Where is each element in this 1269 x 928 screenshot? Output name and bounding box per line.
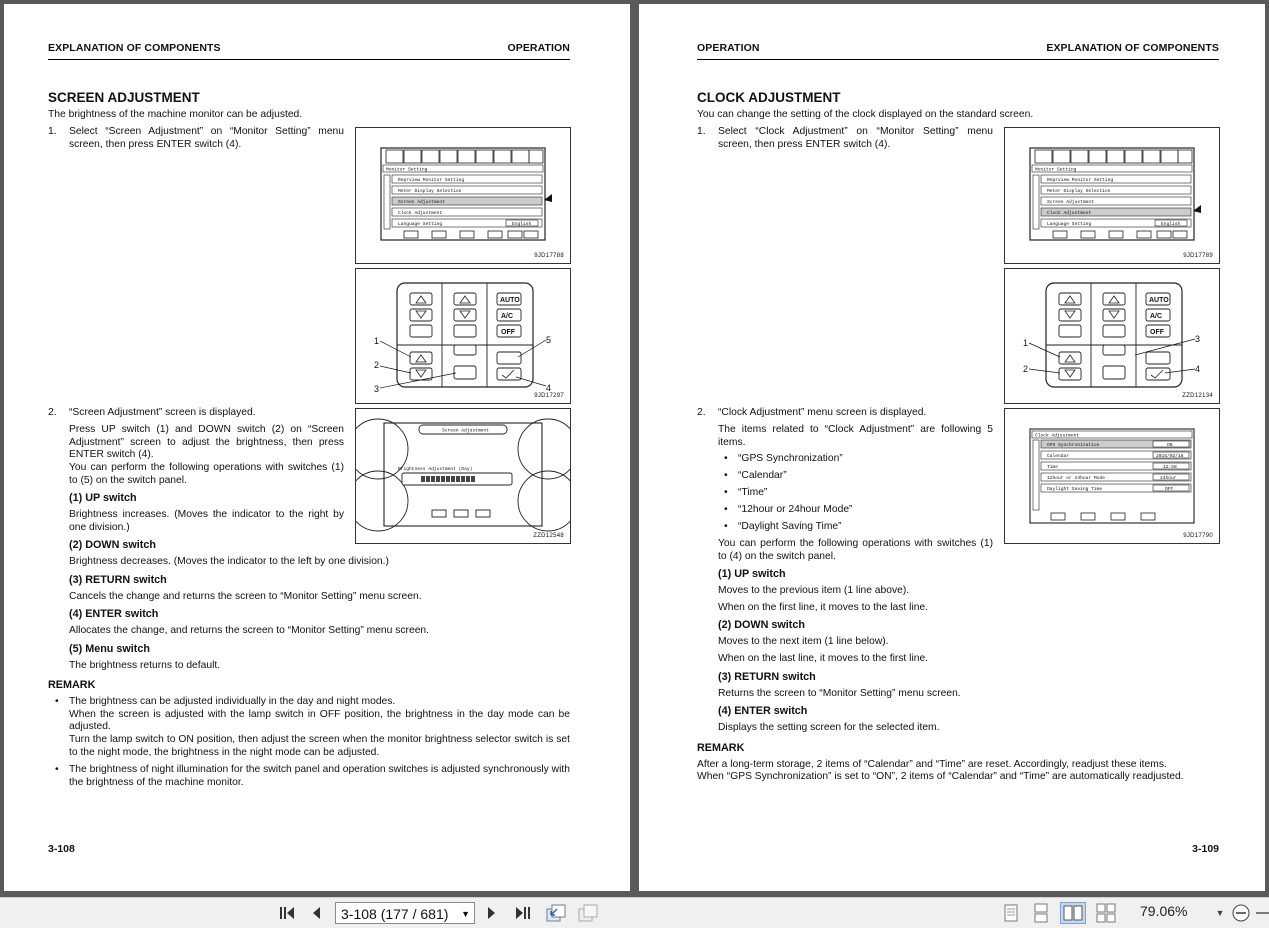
fig-menu-item: Screen Adjustment <box>398 200 445 205</box>
switch-description: When on the first line, it moves to the last line. <box>718 602 929 613</box>
svg-text:OFF: OFF <box>501 329 515 336</box>
section-title: SCREEN ADJUSTMENT <box>48 90 200 105</box>
figure-monitor-setting-menu <box>355 127 571 264</box>
svg-text:OFF: OFF <box>1150 329 1164 336</box>
two-page-continuous-view-icon[interactable] <box>1094 902 1118 924</box>
figure-code: 9JD17789 <box>1183 253 1213 259</box>
switch-description: When on the last line, it moves to the first line. <box>718 653 929 664</box>
list-item-text: “Time” <box>738 487 768 498</box>
list-item-text: “Calendar” <box>738 470 787 481</box>
page-number-field: 3-108 (177 / 681) <box>341 906 449 922</box>
header-rule <box>48 59 570 60</box>
step-number: 2. <box>697 407 706 418</box>
page-left <box>4 4 630 891</box>
step-title: “Clock Adjustment” menu screen is displayed. <box>718 407 927 418</box>
switch-heading: (2) DOWN switch <box>718 619 805 631</box>
figure-code: 9JD17790 <box>1183 533 1213 539</box>
remark-heading: REMARK <box>48 679 96 691</box>
remark-line: After a long-term storage, 2 items of “Calendar” and “Time” are reset. Accordingly, readjust these items. <box>697 759 1167 770</box>
switch-description: The brightness returns to default. <box>69 660 221 671</box>
page-right <box>639 4 1265 891</box>
zoom-level[interactable]: 79.06% <box>1140 903 1188 919</box>
fig-clock-row-label: Calendar <box>1047 454 1070 459</box>
figure-switch-panel <box>355 268 571 404</box>
remark-line: When “GPS Synchronization” is set to “ON”, 2 items of “Calendar” and “Time” are automatically readjusted. <box>697 771 1184 782</box>
fig-menu-item: Clock Adjustment <box>1047 211 1092 216</box>
callout-label: 1 <box>1023 338 1029 348</box>
switch-description: Returns the screen to “Monitor Setting” menu screen. <box>718 688 961 699</box>
fig-menu-language: English <box>1161 222 1181 227</box>
callout-label: 1 <box>374 336 380 346</box>
fig-menu-item: Language Setting <box>1047 222 1092 227</box>
running-header-right: OPERATION <box>507 42 570 54</box>
switch-heading: (1) UP switch <box>718 568 786 580</box>
list-item-text: “Daylight Saving Time” <box>738 521 842 532</box>
remark-item: • The brightness can be adjusted individually in the day and night modes. When the screen is adjusted with the lamp switch in OFF position, the brightness in the day mode can be adjusted. Turn the lamp switch to ON position, then adjust the screen when the monitor brightness selector switch is set to the night mode, the brightness in the night mode can be adjusted. <box>55 696 570 758</box>
fig-menu-item: Meter Display Selection <box>398 189 462 194</box>
step-number: 1. <box>697 126 706 137</box>
figure-code: 9JD17788 <box>534 253 564 259</box>
zoom-dropdown-chevron-icon[interactable]: ▼ <box>1215 908 1225 918</box>
running-header-left: OPERATION <box>697 42 760 54</box>
fig-clock-row-value: ON <box>1167 443 1173 448</box>
list-item-text: “GPS Synchronization” <box>738 453 843 464</box>
page-number-select[interactable] <box>335 902 475 924</box>
two-page-view-icon[interactable] <box>1060 902 1086 924</box>
remark-heading: REMARK <box>697 742 745 754</box>
callout-label: 3 <box>1195 334 1201 344</box>
figure-clock-adjustment <box>1004 408 1220 544</box>
svg-text:A/C: A/C <box>1150 313 1163 320</box>
switch-description: Allocates the change, and returns the screen to “Monitor Setting” menu screen. <box>69 625 430 636</box>
callout-label: 2 <box>374 360 380 370</box>
viewer-toolbar <box>0 897 1269 928</box>
go-forward-view-icon[interactable] <box>576 902 600 924</box>
figure-screen-adjustment <box>355 408 571 544</box>
switch-heading: (1) UP switch <box>69 492 137 504</box>
svg-text:AUTO: AUTO <box>500 297 520 304</box>
step-text: Select “Screen Adjustment” on “Monitor Setting” menu screen, then press ENTER switch (4). <box>69 126 344 150</box>
figure-code: ZZD12548 <box>533 533 564 539</box>
list-item: • “12hour or 24hour Mode” <box>724 504 853 515</box>
callout-label: 5 <box>546 335 552 345</box>
svg-text:A/C: A/C <box>501 313 514 320</box>
intro-text: The brightness of the machine monitor can be adjusted. <box>48 109 303 120</box>
fig-screen-title: Screen Adjustment <box>442 428 489 434</box>
fig-clock-title: Clock Adjustment <box>1035 433 1080 439</box>
fig-clock-row-value: 24hour <box>1160 476 1177 481</box>
zoom-out-icon[interactable] <box>1230 902 1252 924</box>
first-page-icon[interactable] <box>276 902 298 924</box>
continuous-view-icon[interactable] <box>1030 902 1052 924</box>
running-header-left: EXPLANATION OF COMPONENTS <box>48 42 221 54</box>
zoom-slider[interactable] <box>1256 902 1269 924</box>
svg-text:AUTO: AUTO <box>1149 297 1169 304</box>
fig-menu-item: Screen Adjustment <box>1047 200 1094 205</box>
fig-clock-row-value: OFF <box>1165 487 1174 492</box>
step-text: You can perform the following operations with switches (1) to (5) on the switch panel. <box>69 462 344 486</box>
go-back-view-icon[interactable] <box>544 902 568 924</box>
fig-clock-row-label: GPS Synchronization <box>1047 443 1100 448</box>
switch-heading: (5) Menu switch <box>69 643 150 655</box>
intro-text: You can change the setting of the clock displayed on the standard screen. <box>697 109 1034 120</box>
fig-menu-item: Meter Display Selection <box>1047 189 1111 194</box>
fig-menu-item: Language Setting <box>398 222 443 227</box>
switch-description: Brightness decreases. (Moves the indicator to the left by one division.) <box>69 556 389 567</box>
fig-clock-row-label: Daylight Saving Time <box>1047 487 1103 492</box>
header-rule <box>697 59 1219 60</box>
remark-line: Turn the lamp switch to ON position, then adjust the screen when the monitor brightness selector switch is set to the night mode, the brightness in the night mode can be adjusted. <box>69 734 570 758</box>
list-item: • “Daylight Saving Time” <box>724 521 842 532</box>
step-number: 1. <box>48 126 57 137</box>
remark-line: When the screen is adjusted with the lamp switch in OFF position, the brightness in the day mode can be adjusted. <box>69 708 570 733</box>
chevron-down-icon: ▼ <box>461 909 470 919</box>
switch-heading: (3) RETURN switch <box>718 671 816 683</box>
running-header-right: EXPLANATION OF COMPONENTS <box>1046 42 1219 54</box>
page-number: 3-109 <box>1192 843 1219 855</box>
fig-clock-row-value: 12:58 <box>1163 465 1177 470</box>
list-item: • “Time” <box>724 487 768 498</box>
step-text: You can perform the following operations with switches (1) to (4) on the switch panel. <box>718 538 993 562</box>
fig-brightness-label: Brightness Adjustment (Day) <box>398 467 473 472</box>
fig-menu-title: Monitor Setting <box>1035 167 1077 173</box>
switch-heading: (2) DOWN switch <box>69 539 156 551</box>
switch-description: Displays the setting screen for the selected item. <box>718 722 940 733</box>
figure-code: ZZD12134 <box>1182 393 1213 399</box>
figure-switch-panel <box>1004 268 1220 404</box>
figure-monitor-setting-menu <box>1004 127 1220 264</box>
next-page-icon[interactable] <box>482 902 502 924</box>
last-page-icon[interactable] <box>512 902 534 924</box>
step-text: The items related to “Clock Adjustment” are following 5 items. <box>718 424 993 448</box>
remark-line: The brightness can be adjusted individually in the day and night modes. <box>69 696 396 707</box>
remark-item: • The brightness of night illumination for the switch panel and operation switches is adjusted synchronously with the brightness of the machine monitor. <box>55 764 570 788</box>
step-text: Select “Clock Adjustment” on “Monitor Setting” menu screen, then press ENTER switch (4). <box>718 126 993 150</box>
list-item: • “GPS Synchronization” <box>724 453 843 464</box>
step-number: 2. <box>48 407 57 418</box>
figure-code: 9JD17297 <box>534 393 564 399</box>
switch-description: Moves to the previous item (1 line above). <box>718 585 910 596</box>
fig-menu-item: Reprview Monitor Setting <box>1047 178 1114 183</box>
switch-heading: (4) ENTER switch <box>718 705 808 717</box>
callout-label: 3 <box>374 384 380 394</box>
callout-label: 4 <box>1195 364 1201 374</box>
page-number: 3-108 <box>48 843 75 855</box>
switch-description: Moves to the next item (1 line below). <box>718 636 889 647</box>
prev-page-icon[interactable] <box>306 902 326 924</box>
section-title: CLOCK ADJUSTMENT <box>697 90 841 105</box>
callout-label: 4 <box>546 383 552 393</box>
list-item-text: “12hour or 24hour Mode” <box>738 504 853 515</box>
step-title: “Screen Adjustment” screen is displayed. <box>69 407 256 418</box>
step-text: Press UP switch (1) and DOWN switch (2) on “Screen Adjustment” screen to adjust the brightness, then press ENTER switch (4). <box>69 424 344 461</box>
fig-menu-item: Reprview Monitor Setting <box>398 178 465 183</box>
switch-heading: (4) ENTER switch <box>69 608 159 620</box>
switch-description: Brightness increases. (Moves the indicator to the right by one division.) <box>69 509 344 533</box>
fig-menu-item: Clock Adjustment <box>398 211 443 216</box>
switch-heading: (3) RETURN switch <box>69 574 167 586</box>
fig-clock-row-label: Time <box>1047 465 1059 470</box>
fig-clock-row-value: 2015/02/18 <box>1156 454 1184 459</box>
remark-line: The brightness of night illumination for the switch panel and operation switches is adjusted synchronously with the brightness of the machine monitor. <box>69 764 570 788</box>
list-item: • “Calendar” <box>724 470 787 481</box>
fig-clock-row-label: 12hour or 24hour Mode <box>1047 476 1105 481</box>
callout-label: 2 <box>1023 364 1029 374</box>
switch-description: Cancels the change and returns the screen to “Monitor Setting” menu screen. <box>69 591 422 602</box>
fig-menu-language: English <box>512 222 532 227</box>
fig-menu-title: Monitor Setting <box>386 167 428 173</box>
single-page-view-icon[interactable] <box>1000 902 1022 924</box>
